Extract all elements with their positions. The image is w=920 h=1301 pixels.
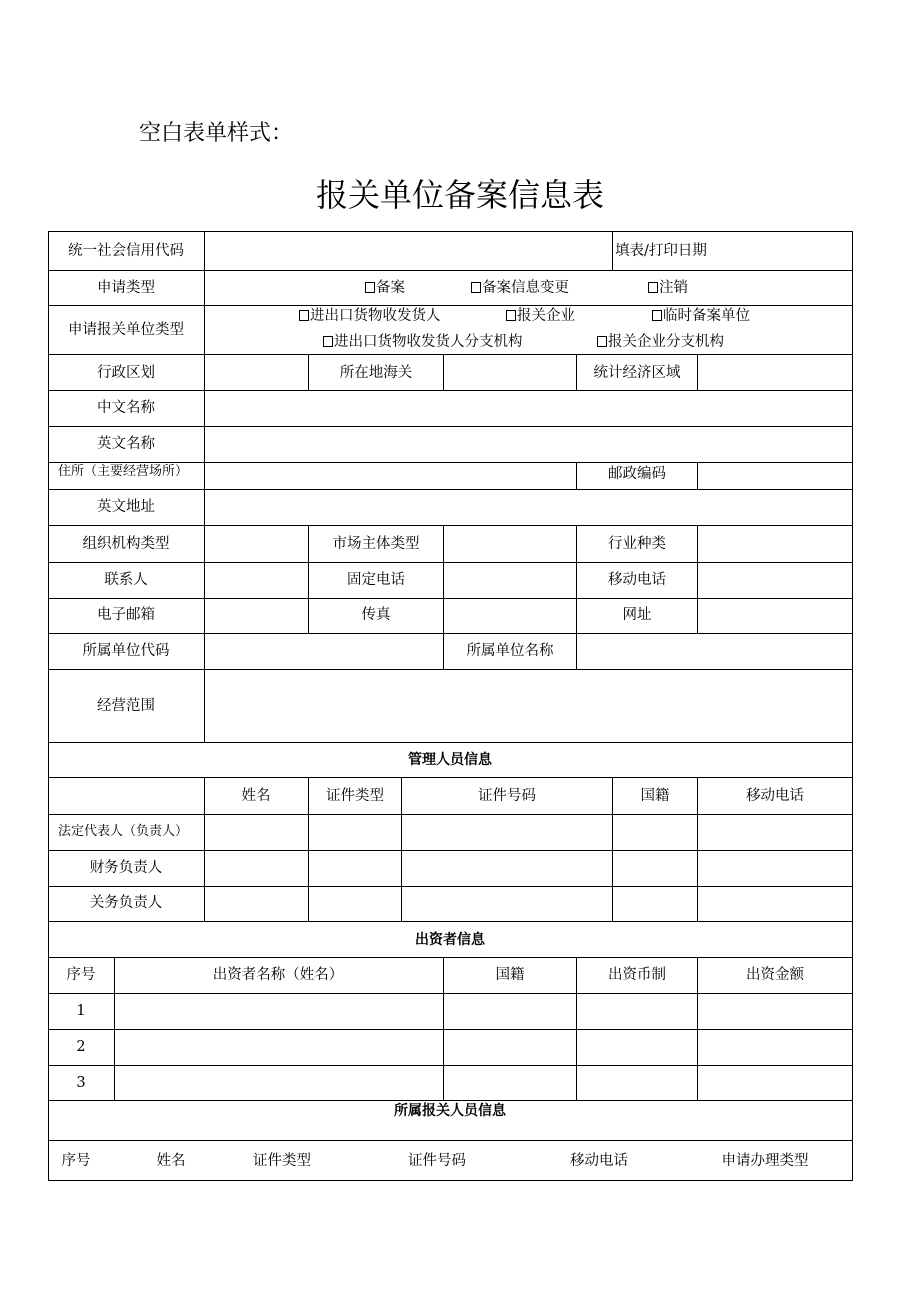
en-name-label: 英文名称 <box>97 436 155 452</box>
investors-row-2: 2 <box>76 1039 86 1055</box>
investors-col-name: 出资者名称（姓名） <box>212 967 344 983</box>
managers-row-legal-rep: 法定代表人（负责人） <box>57 824 189 839</box>
managers-row-finance: 财务负责人 <box>89 860 163 876</box>
brokers-col-apply-type: 申请办理类型 <box>721 1153 809 1169</box>
market-type-label: 市场主体类型 <box>332 536 420 552</box>
investors-col-nationality: 国籍 <box>495 967 525 983</box>
mobile-label: 移动电话 <box>608 572 666 588</box>
cn-name-label: 中文名称 <box>97 400 155 416</box>
industry-label: 行业种类 <box>608 536 666 552</box>
checkbox-icon <box>365 282 375 293</box>
managers-heading: 管理人员信息 <box>408 752 492 768</box>
brokers-col-mobile: 移动电话 <box>570 1153 628 1169</box>
phone-label: 固定电话 <box>347 572 405 588</box>
credit-code-label: 统一社会信用代码 <box>68 243 184 259</box>
checkbox-icon <box>648 282 658 293</box>
managers-col-id-number: 证件号码 <box>478 788 536 804</box>
unit-type-label: 申请报关单位类型 <box>68 322 184 338</box>
checkbox-icon <box>652 310 662 321</box>
brokers-col-id-type: 证件类型 <box>253 1153 311 1169</box>
website-label: 网址 <box>622 607 652 623</box>
address-label: 住所（主要经营场所） <box>57 464 189 479</box>
scope-label: 经营范围 <box>97 698 155 714</box>
fill-date-label: 填表/打印日期 <box>615 243 707 259</box>
parent-code-label: 所属单位代码 <box>82 643 170 659</box>
page-caption: 空白表单样式： <box>139 121 294 146</box>
investors-row-3: 3 <box>76 1075 86 1091</box>
apply-type-option-cancel[interactable]: 注销 <box>648 279 688 297</box>
unit-type-option-temporary[interactable]: 临时备案单位 <box>652 307 750 325</box>
apply-type-option-change[interactable]: 备案信息变更 <box>471 279 569 297</box>
checkbox-icon <box>471 282 481 293</box>
investors-col-amount: 出资金额 <box>746 967 804 983</box>
managers-col-nationality: 国籍 <box>640 788 670 804</box>
en-address-label: 英文地址 <box>97 499 155 515</box>
unit-type-option-consignee-branch[interactable]: 进出口货物收发货人分支机构 <box>323 333 523 351</box>
managers-col-name: 姓名 <box>241 788 271 804</box>
econ-zone-label: 统计经济区域 <box>593 365 681 381</box>
investors-col-no: 序号 <box>66 967 96 983</box>
parent-name-label: 所属单位名称 <box>466 643 554 659</box>
district-label: 行政区划 <box>97 365 155 381</box>
org-type-label: 组织机构类型 <box>82 536 170 552</box>
apply-type-label: 申请类型 <box>97 280 155 296</box>
contact-label: 联系人 <box>104 572 148 588</box>
managers-col-mobile: 移动电话 <box>746 788 804 804</box>
managers-col-id-type: 证件类型 <box>326 788 384 804</box>
brokers-col-no: 序号 <box>61 1153 91 1169</box>
postcode-label: 邮政编码 <box>608 466 666 482</box>
brokers-heading: 所属报关人员信息 <box>394 1103 506 1119</box>
checkbox-icon <box>323 336 333 347</box>
unit-type-option-consignee[interactable]: 进出口货物收发货人 <box>299 307 441 325</box>
checkbox-icon <box>299 310 309 321</box>
apply-type-option-register[interactable]: 备案 <box>365 279 405 297</box>
investors-col-currency: 出资币制 <box>608 967 666 983</box>
investors-row-1: 1 <box>76 1003 86 1019</box>
unit-type-option-broker[interactable]: 报关企业 <box>506 307 575 325</box>
brokers-col-id-number: 证件号码 <box>408 1153 466 1169</box>
checkbox-icon <box>506 310 516 321</box>
brokers-col-name: 姓名 <box>156 1153 186 1169</box>
investors-heading: 出资者信息 <box>415 932 485 948</box>
checkbox-icon <box>597 336 607 347</box>
page-title: 报关单位备案信息表 <box>315 176 604 214</box>
customs-label: 所在地海关 <box>339 365 413 381</box>
fax-label: 传真 <box>361 607 391 623</box>
managers-row-customs: 关务负责人 <box>89 895 163 911</box>
unit-type-option-broker-branch[interactable]: 报关企业分支机构 <box>597 333 724 351</box>
email-label: 电子邮箱 <box>97 607 155 623</box>
